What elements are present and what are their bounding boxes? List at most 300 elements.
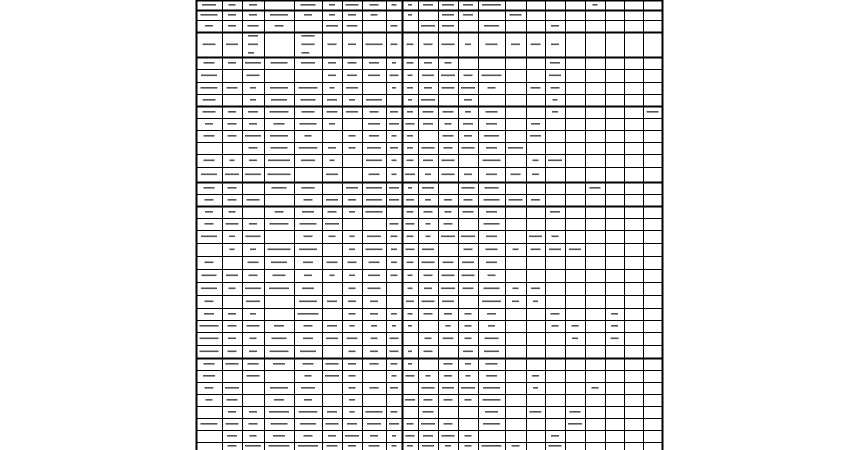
illegible-cell-text xyxy=(465,111,471,113)
illegible-cell-text xyxy=(368,288,381,290)
illegible-cell-text xyxy=(465,445,472,447)
illegible-cell-text xyxy=(247,75,260,77)
illegible-cell-text xyxy=(300,351,316,353)
illegible-cell-text xyxy=(551,435,559,437)
illegible-cell-text xyxy=(443,111,454,113)
illegible-cell-text xyxy=(463,123,473,125)
illegible-cell-text xyxy=(465,435,472,437)
illegible-cell-text xyxy=(408,351,412,353)
illegible-cell-text xyxy=(485,338,499,340)
illegible-cell-text xyxy=(225,387,239,389)
illegible-cell-text xyxy=(442,87,455,89)
illegible-cell-text xyxy=(206,399,213,401)
illegible-cell-text xyxy=(326,363,339,365)
illegible-cell-text xyxy=(327,301,337,303)
illegible-cell-text xyxy=(366,187,382,189)
illegible-cell-text xyxy=(445,62,452,64)
illegible-cell-text xyxy=(325,375,339,377)
illegible-cell-text xyxy=(464,174,472,176)
illegible-cell-text xyxy=(407,147,413,149)
illegible-cell-text xyxy=(483,399,501,401)
illegible-cell-text xyxy=(246,301,260,303)
illegible-cell-text xyxy=(485,187,499,189)
illegible-cell-text xyxy=(349,375,356,377)
illegible-cell-text xyxy=(446,325,451,327)
illegible-cell-text xyxy=(201,87,218,89)
illegible-cell-text xyxy=(201,75,217,77)
illegible-cell-text xyxy=(202,4,216,6)
illegible-cell-text xyxy=(389,123,399,125)
illegible-cell-text xyxy=(572,325,579,327)
illegible-cell-text xyxy=(486,211,497,213)
illegible-cell-text xyxy=(273,275,286,277)
illegible-cell-text xyxy=(273,363,285,365)
illegible-cell-text xyxy=(512,445,520,447)
illegible-cell-text xyxy=(407,236,414,238)
illegible-cell-text xyxy=(303,363,314,365)
illegible-cell-text xyxy=(349,249,355,251)
illegible-cell-text xyxy=(249,4,257,6)
illegible-cell-text xyxy=(268,249,291,251)
illegible-cell-text xyxy=(422,301,435,303)
illegible-cell-text xyxy=(367,147,381,149)
illegible-cell-text xyxy=(444,313,452,315)
illegible-cell-text xyxy=(511,174,521,176)
illegible-cell-text xyxy=(390,387,398,389)
illegible-cell-text xyxy=(248,262,259,264)
illegible-cell-text xyxy=(200,338,219,340)
illegible-cell-text xyxy=(445,445,451,447)
illegible-cell-text xyxy=(248,52,254,54)
illegible-cell-text xyxy=(228,199,237,201)
illegible-cell-text xyxy=(531,199,540,201)
illegible-cell-text xyxy=(407,87,413,89)
illegible-cell-text xyxy=(366,211,383,213)
illegible-cell-text xyxy=(487,313,496,315)
illegible-cell-text xyxy=(270,111,289,113)
illegible-cell-text xyxy=(422,445,434,447)
illegible-cell-text xyxy=(269,445,290,447)
illegible-cell-text xyxy=(269,288,289,290)
illegible-cell-text xyxy=(530,411,542,413)
illegible-cell-text xyxy=(249,423,258,425)
illegible-cell-text xyxy=(569,249,581,251)
illegible-cell-text xyxy=(425,338,432,340)
illegible-cell-text xyxy=(484,288,500,290)
illegible-cell-text xyxy=(272,187,287,189)
illegible-cell-text xyxy=(350,236,355,238)
illegible-cell-text xyxy=(346,4,359,6)
illegible-cell-text xyxy=(424,399,433,401)
illegible-cell-text xyxy=(422,187,434,189)
illegible-cell-text xyxy=(421,99,435,101)
illegible-cell-text xyxy=(463,211,474,213)
illegible-cell-text xyxy=(205,387,214,389)
illegible-cell-text xyxy=(483,160,501,162)
illegible-cell-text xyxy=(249,223,257,225)
illegible-cell-text xyxy=(349,399,355,401)
illegible-cell-text xyxy=(443,262,454,264)
illegible-cell-text xyxy=(590,187,601,189)
illegible-cell-text xyxy=(486,174,497,176)
illegible-cell-text xyxy=(488,275,496,277)
illegible-cell-text xyxy=(488,325,495,327)
illegible-cell-text xyxy=(509,199,523,201)
illegible-cell-text xyxy=(486,111,498,113)
illegible-cell-text xyxy=(305,375,312,377)
illegible-cell-text xyxy=(405,174,415,176)
illegible-cell-text xyxy=(442,174,455,176)
illegible-cell-text xyxy=(424,62,432,64)
illegible-cell-text xyxy=(390,147,398,149)
illegible-cell-text xyxy=(228,14,236,16)
illegible-cell-text xyxy=(391,275,398,277)
illegible-cell-text xyxy=(510,14,522,16)
illegible-cell-text xyxy=(248,44,258,46)
illegible-cell-text xyxy=(392,174,397,176)
illegible-cell-text xyxy=(229,4,236,6)
illegible-cell-text xyxy=(408,275,413,277)
illegible-cell-text xyxy=(445,123,452,125)
illegible-cell-text xyxy=(392,375,397,377)
illegible-cell-text xyxy=(298,445,318,447)
illegible-cell-text xyxy=(302,52,310,54)
illegible-cell-text xyxy=(305,135,312,137)
illegible-cell-text xyxy=(228,338,236,340)
illegible-cell-text xyxy=(273,435,285,437)
illegible-cell-text xyxy=(391,313,397,315)
illegible-cell-text xyxy=(407,62,414,64)
illegible-cell-text xyxy=(370,351,378,353)
illegible-cell-text xyxy=(229,236,235,238)
illegible-cell-text xyxy=(442,44,455,46)
illegible-cell-text xyxy=(274,325,284,327)
illegible-cell-text xyxy=(486,147,497,149)
illegible-cell-text xyxy=(421,25,435,27)
illegible-cell-text xyxy=(301,160,315,162)
illegible-cell-text xyxy=(269,411,289,413)
illegible-cell-text xyxy=(463,4,473,6)
illegible-cell-text xyxy=(302,288,314,290)
illegible-cell-text xyxy=(392,87,396,89)
illegible-cell-text xyxy=(549,445,562,447)
illegible-cell-text xyxy=(228,62,236,64)
illegible-cell-text xyxy=(462,262,474,264)
illegible-cell-text xyxy=(245,445,261,447)
illegible-cell-text xyxy=(407,160,414,162)
illegible-cell-text xyxy=(271,62,288,64)
illegible-cell-text xyxy=(247,199,260,201)
illegible-cell-text xyxy=(248,363,259,365)
illegible-cell-text xyxy=(465,338,472,340)
illegible-cell-text xyxy=(203,44,216,46)
illegible-cell-text xyxy=(302,35,315,37)
illegible-cell-text xyxy=(304,399,312,401)
illegible-cell-text xyxy=(552,325,559,327)
illegible-cell-text xyxy=(392,160,397,162)
illegible-cell-text xyxy=(348,363,356,365)
illegible-cell-text xyxy=(226,423,239,425)
illegible-cell-text xyxy=(347,423,357,425)
illegible-cell-text xyxy=(200,351,219,353)
illegible-cell-text xyxy=(408,187,412,189)
illegible-cell-text xyxy=(245,135,261,137)
illegible-cell-text xyxy=(230,249,235,251)
illegible-cell-text xyxy=(424,44,433,46)
illegible-cell-text xyxy=(390,223,399,225)
illegible-cell-text xyxy=(303,338,313,340)
illegible-cell-text xyxy=(553,99,558,101)
illegible-cell-text xyxy=(371,325,377,327)
illegible-cell-text xyxy=(407,423,414,425)
illegible-cell-text xyxy=(248,35,258,37)
illegible-cell-text xyxy=(442,275,455,277)
illegible-cell-text xyxy=(247,325,260,327)
illegible-cell-text xyxy=(347,75,357,77)
illegible-cell-text xyxy=(462,187,475,189)
illegible-cell-text xyxy=(570,411,581,413)
illegible-cell-text xyxy=(268,160,290,162)
illegible-cell-text xyxy=(422,262,435,264)
illegible-cell-text xyxy=(349,135,356,137)
illegible-cell-text xyxy=(392,325,396,327)
illegible-cell-text xyxy=(370,313,378,315)
illegible-cell-text xyxy=(462,275,475,277)
illegible-cell-text xyxy=(368,275,380,277)
illegible-cell-text xyxy=(348,262,357,264)
illegible-cell-text xyxy=(425,174,431,176)
illegible-cell-text xyxy=(201,174,217,176)
illegible-cell-text xyxy=(250,87,256,89)
illegible-cell-text xyxy=(464,99,472,101)
illegible-cell-text xyxy=(442,301,454,303)
illegible-cell-text xyxy=(443,338,454,340)
illegible-cell-text xyxy=(247,375,260,377)
illegible-cell-text xyxy=(465,44,471,46)
illegible-cell-text xyxy=(228,135,237,137)
illegible-cell-text xyxy=(271,262,287,264)
illegible-cell-text xyxy=(201,236,217,238)
illegible-cell-text xyxy=(228,123,237,125)
illegible-cell-text xyxy=(201,14,218,16)
illegible-cell-text xyxy=(465,325,472,327)
illegible-cell-text xyxy=(230,160,235,162)
illegible-cell-text xyxy=(346,87,358,89)
illegible-cell-text xyxy=(482,445,502,447)
illegible-cell-text xyxy=(486,123,497,125)
illegible-cell-text xyxy=(442,160,455,162)
illegible-cell-text xyxy=(349,147,356,149)
illegible-cell-text xyxy=(348,445,356,447)
illegible-cell-text xyxy=(298,313,319,315)
illegible-cell-text xyxy=(366,411,383,413)
illegible-cell-text xyxy=(611,338,619,340)
illegible-cell-text xyxy=(389,199,399,201)
illegible-cell-text xyxy=(249,123,257,125)
illegible-cell-text xyxy=(422,75,434,77)
illegible-cell-text xyxy=(423,111,434,113)
illegible-cell-text xyxy=(367,236,381,238)
illegible-cell-text xyxy=(299,249,317,251)
illegible-cell-text xyxy=(423,160,433,162)
illegible-cell-text xyxy=(228,111,236,113)
illegible-cell-text xyxy=(249,14,257,16)
illegible-cell-text xyxy=(369,62,379,64)
illegible-cell-text xyxy=(270,351,289,353)
illegible-cell-text xyxy=(250,249,256,251)
illegible-cell-text xyxy=(272,338,287,340)
illegible-cell-text xyxy=(408,313,413,315)
illegible-cell-text xyxy=(204,363,215,365)
illegible-cell-text xyxy=(226,44,238,46)
illegible-cell-text xyxy=(532,375,539,377)
illegible-cell-text xyxy=(444,363,453,365)
illegible-cell-text xyxy=(328,62,336,64)
illegible-cell-text xyxy=(486,249,498,251)
illegible-cell-text xyxy=(328,147,336,149)
illegible-cell-text xyxy=(406,223,415,225)
illegible-cell-text xyxy=(423,411,434,413)
illegible-cell-text xyxy=(551,44,559,46)
illegible-cell-text xyxy=(268,174,291,176)
illegible-cell-text xyxy=(201,288,217,290)
illegible-cell-text xyxy=(346,187,358,189)
illegible-cell-text xyxy=(347,338,358,340)
illegible-cell-text xyxy=(348,301,356,303)
illegible-cell-text xyxy=(484,351,499,353)
illegible-cell-text xyxy=(349,313,356,315)
illegible-cell-text xyxy=(611,313,618,315)
illegible-cell-text xyxy=(226,275,238,277)
illegible-cell-text xyxy=(391,236,398,238)
illegible-cell-text xyxy=(408,325,412,327)
illegible-cell-text xyxy=(424,351,433,353)
illegible-cell-text xyxy=(203,375,215,377)
illegible-cell-text xyxy=(484,25,499,27)
illegible-cell-text xyxy=(368,123,380,125)
illegible-cell-text xyxy=(552,236,559,238)
illegible-cell-text xyxy=(462,147,475,149)
illegible-cell-text xyxy=(408,363,412,365)
illegible-cell-text xyxy=(512,301,519,303)
illegible-cell-text xyxy=(200,325,219,327)
illegible-cell-text xyxy=(422,249,434,251)
illegible-cell-text xyxy=(464,135,472,137)
illegible-cell-text xyxy=(484,199,500,201)
illegible-cell-text xyxy=(391,363,398,365)
illegible-cell-text xyxy=(482,75,502,77)
illegible-cell-text xyxy=(531,87,541,89)
illegible-cell-text xyxy=(349,211,355,213)
illegible-cell-text xyxy=(593,4,598,6)
illegible-cell-text xyxy=(248,25,259,27)
illegible-cell-text xyxy=(249,275,258,277)
illegible-cell-text xyxy=(270,14,288,16)
illegible-cell-text xyxy=(465,399,472,401)
illegible-cell-text xyxy=(327,99,337,101)
illegible-cell-text xyxy=(327,325,337,327)
illegible-cell-text xyxy=(551,313,560,315)
illegible-cell-text xyxy=(464,75,473,77)
illegible-cell-text xyxy=(228,445,237,447)
illegible-cell-text xyxy=(423,435,433,437)
illegible-cell-text xyxy=(441,236,455,238)
illegible-cell-text xyxy=(405,399,415,401)
illegible-cell-text xyxy=(572,338,578,340)
illegible-cell-text xyxy=(302,187,315,189)
illegible-cell-text xyxy=(366,99,382,101)
illegible-cell-text xyxy=(301,62,315,64)
illegible-cell-text xyxy=(442,14,454,16)
illegible-cell-text xyxy=(328,435,336,437)
illegible-cell-text xyxy=(274,399,284,401)
illegible-cell-text xyxy=(300,123,317,125)
illegible-cell-text xyxy=(327,111,338,113)
illegible-cell-text xyxy=(408,288,413,290)
illegible-cell-text xyxy=(366,44,383,46)
illegible-cell-text xyxy=(426,375,431,377)
illegible-cell-text xyxy=(486,236,497,238)
illegible-cell-text xyxy=(407,262,414,264)
illegible-cell-text xyxy=(551,87,560,89)
illegible-cell-text xyxy=(304,435,313,437)
illegible-cell-text xyxy=(348,199,356,201)
illegible-cell-text xyxy=(369,174,380,176)
illegible-cell-text xyxy=(329,14,335,16)
illegible-cell-text xyxy=(270,387,288,389)
illegible-cell-text xyxy=(329,236,336,238)
illegible-cell-text xyxy=(205,211,213,213)
illegible-cell-text xyxy=(270,223,289,225)
illegible-cell-text xyxy=(271,423,288,425)
illegible-cell-text xyxy=(424,313,433,315)
illegible-cell-text xyxy=(250,99,256,101)
illegible-cell-text xyxy=(389,187,399,189)
illegible-cell-text xyxy=(426,236,431,238)
illegible-cell-text xyxy=(370,387,379,389)
illegible-cell-text xyxy=(406,123,415,125)
illegible-cell-text xyxy=(366,160,382,162)
illegible-cell-text xyxy=(424,211,433,213)
illegible-cell-text xyxy=(228,351,237,353)
illegible-cell-text xyxy=(228,25,236,27)
illegible-cell-text xyxy=(370,363,379,365)
illegible-cell-text xyxy=(228,411,236,413)
illegible-cell-text xyxy=(568,423,582,425)
illegible-cell-text xyxy=(370,4,379,6)
illegible-cell-text xyxy=(486,262,497,264)
illegible-cell-text xyxy=(392,4,397,6)
illegible-cell-text xyxy=(349,275,355,277)
illegible-cell-text xyxy=(390,75,399,77)
illegible-cell-text xyxy=(227,87,238,89)
illegible-cell-text xyxy=(302,44,315,46)
illegible-cell-text xyxy=(204,160,215,162)
illegible-cell-text xyxy=(465,313,472,315)
illegible-cell-text xyxy=(302,111,315,113)
illegible-cell-text xyxy=(442,435,455,437)
illegible-cell-text xyxy=(301,387,315,389)
illegible-cell-text xyxy=(421,423,435,425)
illegible-cell-text xyxy=(205,199,214,201)
illegible-cell-text xyxy=(647,111,659,113)
illegible-cell-text xyxy=(463,288,474,290)
illegible-cell-text xyxy=(531,123,540,125)
illegible-cell-text xyxy=(390,338,399,340)
illegible-cell-text xyxy=(549,249,561,251)
illegible-cell-text xyxy=(392,445,397,447)
illegible-cell-text xyxy=(532,174,539,176)
